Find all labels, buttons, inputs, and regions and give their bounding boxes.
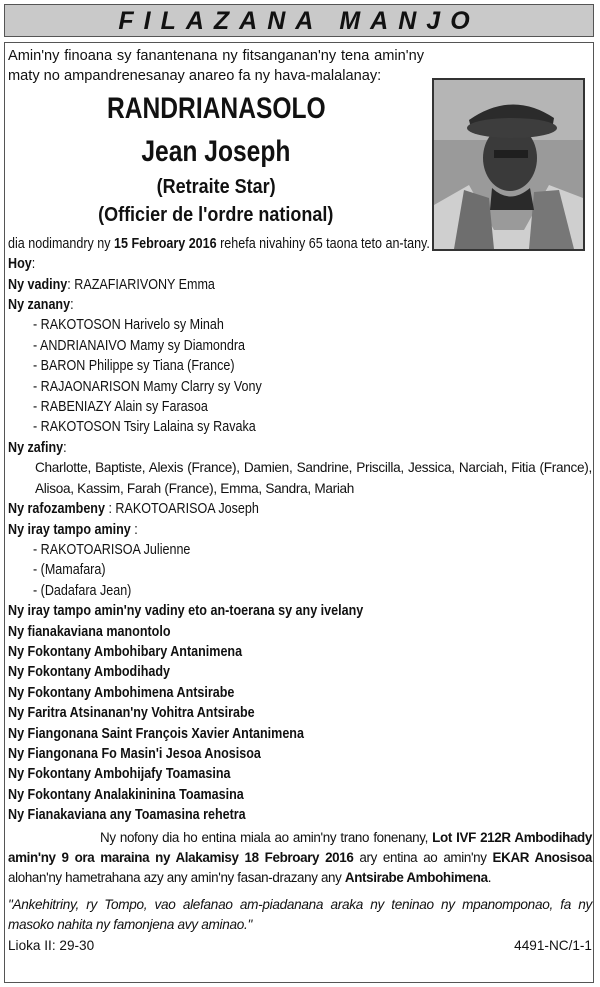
- list-item: Ny fianakaviana manontolo: [8, 623, 171, 640]
- list-item: - BARON Philippe sy Tiana (France): [33, 358, 235, 375]
- relatives-label: Ny iray tampo aminy :: [8, 521, 138, 538]
- funeral-paragraph: Ny nofony dia ho entina miala ao amin'ny trano fonenany, Lot IVF 212R Ambodihady amin'ny 9 ora maraina ny Alakamisy 18 Febroary 2016 ary entina ao amin'ny EKAR Anosisoa alohan'ny hametrahana azy any amin'ny fasan-drazany any Antsirabe Ambohimena.: [8, 829, 592, 886]
- deceased-name-block: [8, 87, 424, 229]
- bible-quote: "Ankehitriny, ry Tompo, vao alefanao am-piadanana araka ny teninao ny mpanomponao, fa ny masoko nahita ny famonjena avy aminao.": [8, 896, 592, 933]
- deceased-given-name: Jean Joseph: [141, 134, 291, 168]
- notice-code: 4491-NC/1-1: [514, 937, 592, 953]
- list-item: Ny Fokontany Analakininina Toamasina: [8, 786, 244, 803]
- groups-list: [8, 601, 592, 825]
- title-retraite: (Retraite Star): [156, 175, 276, 198]
- death-date: 15 Febroary 2016: [114, 235, 217, 252]
- list-item: - RABENIAZY Alain sy Farasoa: [33, 399, 208, 416]
- relatives-list: [8, 540, 592, 601]
- list-item: Ny Fokontany Ambohibary Antanimena: [8, 643, 243, 660]
- list-item: - (Dadafara Jean): [33, 582, 132, 599]
- list-item: Ny Fokontany Ambodihady: [8, 664, 171, 681]
- list-item: Ny iray tampo amin'ny vadiny eto an-toerana sy any ivelany: [8, 603, 364, 620]
- death-line: dia nodimandry ny 15 Febroary 2016 rehefa nivahiny 65 taona teto an-tany.: [8, 235, 430, 252]
- list-item: - ANDRIANAIVO Mamy sy Diamondra: [33, 337, 246, 354]
- list-item: Ny Fokontany Ambohijafy Toamasina: [8, 766, 231, 783]
- list-item: Ny Fiangonana Saint François Xavier Antanimena: [8, 725, 304, 742]
- spouse-line: Ny vadiny: RAZAFIARIVONY Emma: [8, 276, 215, 293]
- notice-header: [4, 4, 594, 37]
- footer-line: [8, 936, 592, 956]
- list-item: - RAKOTOSON Harivelo sy Minah: [33, 317, 224, 334]
- list-item: - RAKOTOSON Tsiry Lalaina sy Ravaka: [33, 419, 256, 436]
- children-label: Ny zanany:: [8, 297, 74, 314]
- list-item: Ny Fianakaviana any Toamasina rehetra: [8, 807, 246, 824]
- hoy-label: Hoy:: [8, 256, 36, 273]
- list-item: Ny Fiangonana Fo Masin'i Jesoa Anosisoa: [8, 745, 261, 762]
- list-item: Ny Faritra Atsinanan'ny Vohitra Antsirabe: [8, 705, 255, 722]
- notice-content: [8, 46, 592, 956]
- children-list: [8, 315, 592, 437]
- bible-reference: Lioka II: 29-30: [8, 937, 95, 953]
- intro-text: Amin'ny finoana sy fanantenana ny fitsanganan'ny tena amin'ny maty no ampandrenesanay anareo fa ny hava-malalanay:: [8, 48, 424, 85]
- title-officier: (Officier de l'ordre national): [98, 203, 334, 226]
- header-title: FILAZANA MANJO: [118, 7, 480, 35]
- list-item: - RAJAONARISON Mamy Clarry sy Vony: [33, 378, 262, 395]
- grandchildren-list: Charlotte, Baptiste, Alexis (France), Damien, Sandrine, Priscilla, Jessica, Narciah, Fitia (France), Alisoa, Kassim, Farah (France), Emma, Sandra, Mariah: [35, 460, 592, 496]
- list-item: - RAKOTOARISOA Julienne: [33, 541, 191, 558]
- list-item: - (Mamafara): [33, 562, 106, 579]
- list-item: Ny Fokontany Ambohimena Antsirabe: [8, 684, 235, 701]
- deceased-surname: RANDRIANASOLO: [106, 91, 326, 125]
- brother-in-law-line: Ny rafozambeny : RAKOTOARISOA Joseph: [8, 501, 259, 518]
- grandchildren-label: Ny zafiny:: [8, 439, 67, 456]
